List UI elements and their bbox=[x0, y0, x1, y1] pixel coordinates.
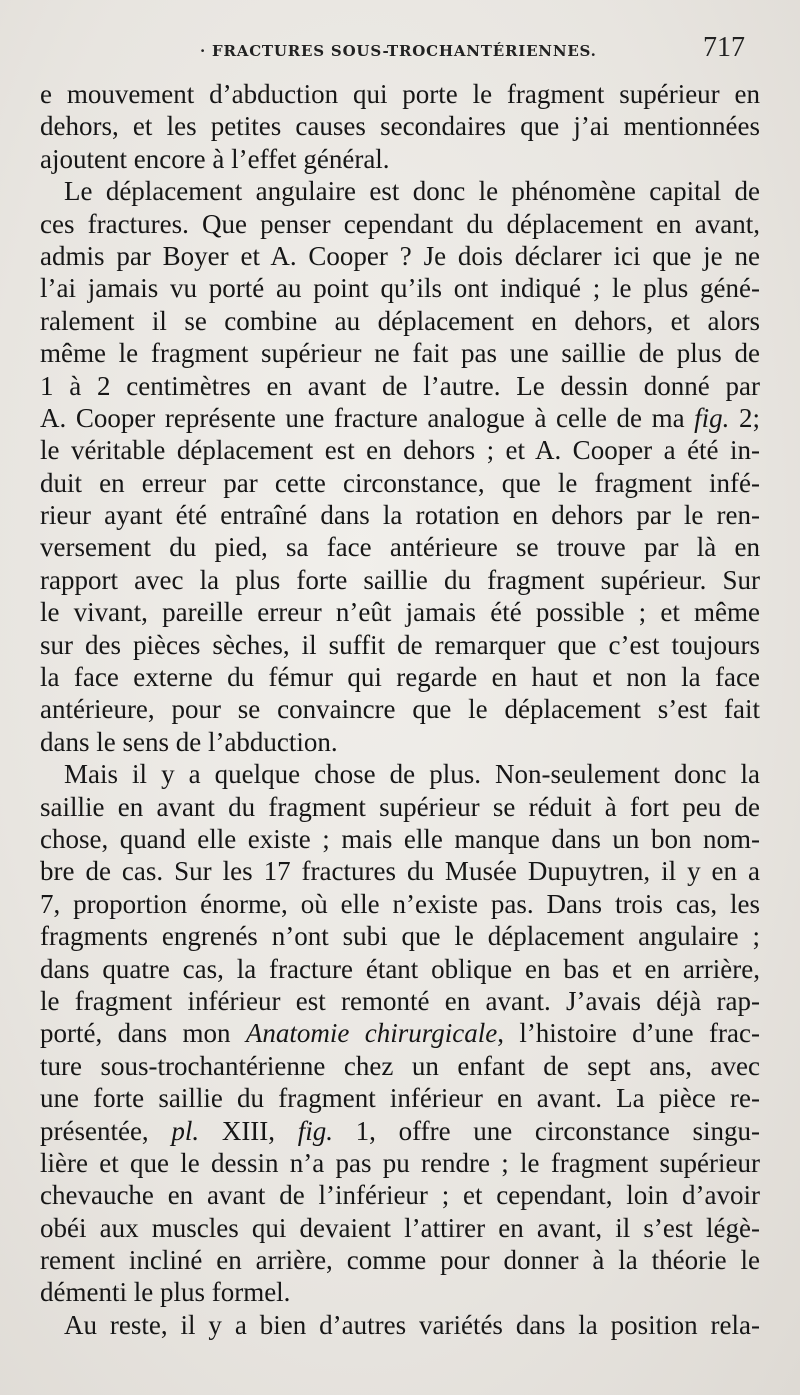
text-segment: Au reste, il y a bien d’autres variétés dans la position rela- bbox=[64, 1309, 760, 1340]
text-line bbox=[40, 1115, 760, 1147]
text-segment: porté, dans mon bbox=[40, 1018, 246, 1049]
text-line bbox=[40, 985, 760, 1017]
text-line bbox=[40, 920, 760, 952]
text-line bbox=[40, 564, 760, 596]
text-segment: fragments engrenés n’ont subi que le déplacement angulaire ; bbox=[40, 921, 760, 952]
text-line bbox=[40, 596, 760, 628]
italic-text: fig. bbox=[694, 402, 730, 433]
text-segment: A. Cooper représente une fracture analogue à celle de ma bbox=[40, 402, 695, 433]
text-line bbox=[40, 1179, 760, 1211]
text-segment: même le fragment supérieur ne fait pas une saillie de plus de bbox=[40, 338, 760, 369]
text-line bbox=[40, 629, 760, 661]
text-line bbox=[40, 467, 760, 499]
body-text bbox=[40, 78, 760, 1341]
text-segment: e mouvement d’abduction qui porte le fragment supérieur en bbox=[40, 79, 760, 109]
text-line bbox=[40, 175, 760, 207]
text-segment: saillie en avant du fragment supérieur se réduit à fort peu de bbox=[40, 791, 760, 822]
text-segment: le vivant, pareille erreur n’eût jamais été possible ; et même bbox=[40, 597, 760, 628]
text-line bbox=[40, 1276, 760, 1308]
text-line bbox=[40, 272, 760, 304]
text-line bbox=[40, 953, 760, 985]
text-line bbox=[40, 1050, 760, 1082]
text-segment: rement incliné en arrière, comme pour donner à la théorie le bbox=[40, 1245, 760, 1276]
text-line bbox=[40, 240, 760, 272]
text-segment: , l’histoire d’une frac- bbox=[497, 1018, 760, 1049]
text-line bbox=[40, 1309, 760, 1341]
text-segment: obéi aux muscles qui devaient l’attirer en avant, il s’est légè- bbox=[40, 1212, 760, 1243]
text-segment: présentée, bbox=[40, 1115, 172, 1146]
italic-text: pl. bbox=[171, 1115, 200, 1146]
text-line bbox=[40, 499, 760, 531]
text-segment: rapport avec la plus forte saillie du fragment supérieur. Sur bbox=[40, 564, 760, 595]
text-segment: dans le sens de l’abduction. bbox=[40, 726, 338, 757]
text-line bbox=[40, 693, 760, 725]
text-segment: 2; bbox=[729, 402, 760, 433]
text-line bbox=[40, 855, 760, 887]
text-segment: versement du pied, sa face antérieure se trouve par là en bbox=[40, 532, 760, 563]
page-header bbox=[40, 30, 745, 70]
text-line bbox=[40, 791, 760, 823]
text-segment: le véritable déplacement est en dehors ; et A. Cooper a été in- bbox=[40, 435, 760, 466]
text-segment: ajoutent encore à l’effet général. bbox=[40, 143, 390, 174]
text-segment: rieur ayant été entraîné dans la rotation en dehors par le ren- bbox=[40, 500, 760, 531]
text-segment: bre de cas. Sur les 17 fractures du Musée Dupuytren, il y en a bbox=[40, 856, 760, 887]
text-line bbox=[40, 337, 760, 369]
text-segment: le fragment inférieur est remonté en avant. J’avais déjà rap- bbox=[40, 985, 760, 1016]
text-segment: Mais il y a quelque chose de plus. Non-seulement donc la bbox=[64, 759, 760, 790]
text-segment: XIII, bbox=[199, 1115, 298, 1146]
text-line bbox=[40, 888, 760, 920]
text-line bbox=[40, 370, 760, 402]
text-line bbox=[40, 434, 760, 466]
running-head: · FRACTURES SOUS-TROCHANTÉRIENNES. bbox=[200, 42, 597, 60]
text-line bbox=[40, 1147, 760, 1179]
text-segment: Le déplacement angulaire est donc le phénomène capital de bbox=[64, 176, 760, 207]
text-segment: lière et que le dessin n’a pas pu rendre ; le fragment supérieur bbox=[40, 1147, 760, 1178]
text-line bbox=[40, 823, 760, 855]
text-line bbox=[40, 110, 760, 142]
page-number: 717 bbox=[703, 32, 745, 63]
text-line bbox=[40, 1212, 760, 1244]
text-segment: l’ai jamais vu porté au point qu’ils ont indiqué ; le plus géné- bbox=[40, 273, 760, 304]
text-line bbox=[40, 208, 760, 240]
text-segment: dans quatre cas, la fracture étant oblique en bas et en arrière, bbox=[40, 953, 760, 984]
text-line bbox=[40, 78, 760, 110]
italic-text: Anatomie chirurgicale bbox=[245, 1018, 498, 1049]
text-segment: chose, quand elle existe ; mais elle manque dans un bon nom- bbox=[40, 823, 760, 854]
text-segment: antérieure, pour se convaincre que le déplacement s’est fait bbox=[40, 694, 760, 725]
text-line bbox=[40, 305, 760, 337]
text-segment: admis par Boyer et A. Cooper ? Je dois déclarer ici que je ne bbox=[40, 240, 760, 271]
text-segment: duit en erreur par cette circonstance, que le fragment infé- bbox=[40, 467, 760, 498]
italic-text: fig. bbox=[297, 1115, 333, 1146]
text-segment: chevauche en avant de l’inférieur ; et cependant, loin d’avoir bbox=[40, 1180, 760, 1211]
text-line bbox=[40, 1244, 760, 1276]
text-segment: 1 à 2 centimètres en avant de l’autre. Le dessin donné par bbox=[40, 370, 760, 401]
text-segment: dehors, et les petites causes secondaires que j’ai mentionnées bbox=[40, 111, 760, 142]
text-line bbox=[40, 758, 760, 790]
text-segment: ture sous-trochantérienne chez un enfant de sept ans, avec bbox=[40, 1050, 760, 1081]
text-line bbox=[40, 402, 760, 434]
text-segment: ces fractures. Que penser cependant du déplacement en avant, bbox=[40, 208, 760, 239]
text-line bbox=[40, 661, 760, 693]
text-segment: 7, proportion énorme, où elle n’existe pas. Dans trois cas, les bbox=[40, 888, 760, 919]
text-segment: 1, offre une circonstance singu- bbox=[332, 1115, 760, 1146]
text-segment: la face externe du fémur qui regarde en haut et non la face bbox=[40, 662, 760, 693]
text-segment: une forte saillie du fragment inférieur en avant. La pièce re- bbox=[40, 1083, 760, 1114]
text-line bbox=[40, 143, 760, 175]
text-line bbox=[40, 1082, 760, 1114]
text-line bbox=[40, 726, 760, 758]
text-segment: sur des pièces sèches, il suffit de remarquer que c’est toujours bbox=[40, 629, 760, 660]
text-line bbox=[40, 531, 760, 563]
text-segment: démenti le plus formel. bbox=[40, 1277, 291, 1308]
text-segment: ralement il se combine au déplacement en dehors, et alors bbox=[40, 305, 760, 336]
text-line bbox=[40, 1017, 760, 1049]
